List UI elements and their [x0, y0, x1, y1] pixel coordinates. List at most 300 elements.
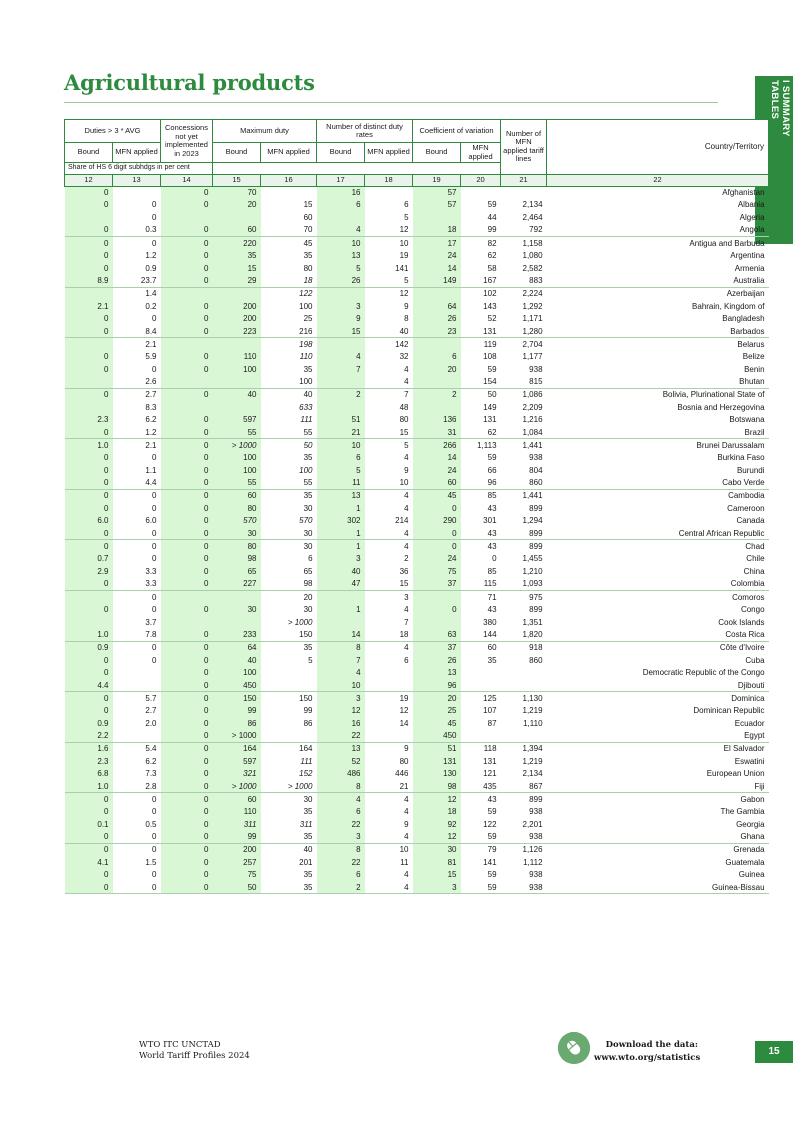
download-url[interactable]: www.wto.org/statistics [594, 1053, 701, 1063]
column-number: 16 [261, 174, 317, 186]
value-cell: 52 [317, 755, 365, 768]
country-cell: European Union [706, 769, 765, 779]
country-cell: Belarus [547, 338, 769, 351]
value-cell: 435 [483, 781, 497, 791]
table-row [65, 742, 769, 755]
country-cell: Algeria [739, 213, 765, 223]
value-cell: 4 [404, 832, 409, 842]
value-cell: 100 [213, 363, 261, 376]
country-cell: Bosnia and Herzegovina [677, 402, 765, 412]
tariff-body [65, 186, 769, 894]
footer-publication [139, 1040, 250, 1062]
value-cell: 1,158 [501, 237, 547, 250]
table-row [65, 616, 769, 629]
value-cell [365, 666, 413, 679]
value-cell: 597 [213, 755, 261, 768]
value-cell: 152 [299, 769, 313, 779]
download-link[interactable] [594, 1039, 701, 1065]
value-cell: 0 [413, 540, 461, 553]
value-cell: 975 [501, 591, 547, 604]
value-cell: 35 [487, 655, 497, 665]
table-row [65, 591, 769, 604]
value-cell: 0 [65, 325, 113, 338]
value-cell: 938 [529, 832, 543, 842]
value-cell: 0 [65, 199, 113, 212]
value-cell: 13 [317, 249, 365, 262]
value-cell: 100 [299, 301, 313, 311]
value-cell: 918 [501, 641, 547, 654]
country-cell: Belize [742, 352, 765, 362]
value-cell: 92 [413, 818, 461, 831]
value-cell: 4 [365, 881, 413, 894]
table-row [65, 527, 769, 540]
value-cell [501, 679, 547, 692]
country-cell: Fiji [754, 781, 765, 791]
value-cell: 141 [483, 857, 497, 867]
value-cell: 141 [395, 263, 409, 273]
value-cell: 22 [317, 818, 365, 831]
value-cell [501, 666, 547, 679]
value-cell: 142 [365, 338, 413, 351]
country-cell: Eswatini [734, 756, 765, 766]
value-cell: 0 [161, 666, 213, 679]
value-cell: 10 [399, 478, 409, 488]
value-cell: 0 [65, 464, 113, 477]
value-cell: 0 [161, 237, 213, 250]
value-cell: 0 [161, 730, 213, 743]
value-cell: 2 [404, 554, 409, 564]
value-cell: 8 [317, 641, 365, 654]
country-cell: Dominican Republic [693, 706, 765, 716]
value-cell: 65 [303, 567, 313, 577]
value-cell: 40 [213, 388, 261, 401]
value-cell: 35 [303, 364, 313, 374]
value-cell: 99 [303, 706, 313, 716]
value-cell: 110 [299, 352, 313, 362]
value-cell [213, 401, 261, 414]
value-cell: 15 [317, 325, 365, 338]
value-cell: 2.1 [65, 300, 113, 313]
table-row [65, 540, 769, 553]
value-cell: 6.0 [65, 515, 113, 528]
table-row [65, 426, 769, 439]
value-cell: 0 [161, 224, 213, 237]
header-bound: Bound [213, 143, 261, 163]
value-cell: 35 [303, 453, 313, 463]
value-cell: 20 [213, 199, 261, 212]
value-cell [461, 186, 501, 199]
value-cell: 102 [461, 287, 501, 300]
value-cell: 486 [317, 767, 365, 780]
value-cell: 0.9 [145, 263, 157, 273]
value-cell: 4 [365, 793, 413, 806]
value-cell: 12 [413, 793, 461, 806]
value-cell: 4 [317, 350, 365, 363]
country-cell: El Salvador [547, 742, 769, 755]
header-spacer [213, 163, 501, 175]
value-cell [413, 376, 461, 389]
country-cell: Burkina Faso [717, 453, 765, 463]
value-cell [365, 679, 413, 692]
value-cell: 18 [413, 224, 461, 237]
country-cell: Azerbaijan [547, 287, 769, 300]
value-cell: 1,294 [522, 516, 543, 526]
value-cell: 2.7 [113, 388, 161, 401]
value-cell: 0 [161, 603, 213, 616]
value-cell: 24 [413, 464, 461, 477]
country-cell: Central African Republic [678, 528, 765, 538]
value-cell: 0 [161, 767, 213, 780]
country-cell: Bhutan [739, 377, 765, 387]
table-row [65, 401, 769, 414]
country-cell: Cook Islands [718, 617, 765, 627]
value-cell [261, 186, 317, 199]
value-cell [365, 186, 413, 199]
country-cell: Chile [746, 554, 765, 564]
value-cell: 0 [161, 363, 213, 376]
footer-publication-title: World Tariff Profiles 2024 [139, 1051, 250, 1061]
value-cell: 6 [317, 451, 365, 464]
value-cell: 4 [404, 807, 409, 817]
value-cell: 223 [213, 325, 261, 338]
value-cell: 62 [487, 251, 497, 261]
value-cell: 24 [413, 249, 461, 262]
value-cell: 0.2 [145, 301, 157, 311]
value-cell: 0 [65, 451, 113, 464]
value-cell [413, 287, 461, 300]
header-mfn-applied: MFN applied [113, 143, 161, 163]
value-cell: 5 [317, 464, 365, 477]
value-cell: 85 [461, 489, 501, 502]
value-cell: 35 [261, 641, 317, 654]
value-cell: 0.9 [65, 641, 113, 654]
value-cell: 0 [161, 856, 213, 869]
value-cell [161, 338, 213, 351]
value-cell: 11 [400, 857, 409, 867]
value-cell: 0 [152, 807, 157, 817]
table-row [65, 363, 769, 376]
value-cell: 0 [65, 843, 113, 856]
download-icon[interactable] [558, 1032, 590, 1064]
value-cell: 59 [487, 832, 497, 842]
value-cell: 65 [213, 565, 261, 578]
value-cell: 0 [152, 832, 157, 842]
value-cell: 10 [365, 237, 413, 250]
table-row [65, 818, 769, 831]
country-cell: Colombia [730, 579, 765, 589]
value-cell: 8.9 [65, 274, 113, 287]
value-cell: 899 [529, 503, 543, 513]
value-cell: 2 [317, 881, 365, 894]
country-cell: Angola [739, 225, 765, 235]
value-cell: 0 [161, 755, 213, 768]
value-cell: 62 [487, 427, 497, 437]
table-row [65, 414, 769, 427]
table-row [65, 628, 769, 641]
value-cell: 12 [317, 704, 365, 717]
value-cell: 50 [213, 881, 261, 894]
country-cell: Botswana [729, 415, 765, 425]
table-row [65, 767, 769, 780]
value-cell: 43 [487, 503, 497, 513]
value-cell: 60 [213, 224, 261, 237]
value-cell: 9 [404, 819, 409, 829]
value-cell: > 1000 [213, 439, 261, 452]
table-row [65, 249, 769, 262]
value-cell: 0 [161, 704, 213, 717]
value-cell: 0 [413, 527, 461, 540]
value-cell: 0 [65, 186, 113, 199]
value-cell: 0 [152, 604, 157, 614]
header-duties: Duties > 3 * AVG [65, 120, 161, 143]
table-row [65, 780, 769, 793]
value-cell: 31 [413, 426, 461, 439]
value-cell: 4 [317, 793, 365, 806]
value-cell: 80 [303, 263, 313, 273]
table-row [65, 603, 769, 616]
value-cell: 80 [399, 415, 409, 425]
column-number: 12 [65, 174, 113, 186]
value-cell: 1.1 [145, 465, 157, 475]
value-cell [261, 730, 317, 743]
value-cell: 40 [213, 654, 261, 667]
value-cell [213, 287, 261, 300]
value-cell [365, 730, 413, 743]
value-cell [65, 211, 113, 224]
value-cell: 4 [317, 666, 365, 679]
value-cell: 131 [483, 415, 497, 425]
value-cell: 14 [399, 718, 409, 728]
value-cell: 0 [161, 843, 213, 856]
country-cell: Chad [547, 540, 769, 553]
value-cell: 0 [161, 274, 213, 287]
value-cell [413, 338, 461, 351]
value-cell: 23.7 [140, 276, 157, 286]
value-cell: 47 [317, 578, 365, 591]
value-cell: 0 [65, 603, 113, 616]
table-row [65, 439, 769, 452]
value-cell: 4 [404, 453, 409, 463]
column-number: 22 [547, 174, 769, 186]
value-cell: 86 [303, 718, 313, 728]
country-cell: Côte d'Ivoire [547, 641, 769, 654]
value-cell: 130 [413, 767, 461, 780]
value-cell: 37 [413, 578, 461, 591]
value-cell: 110 [213, 805, 261, 818]
value-cell: 0.1 [65, 818, 113, 831]
value-cell: 30 [303, 604, 313, 614]
value-cell: 1,820 [522, 629, 543, 639]
value-cell: 4.4 [65, 679, 113, 692]
value-cell [161, 211, 213, 224]
value-cell: 200 [213, 312, 261, 325]
value-cell: 100 [213, 666, 261, 679]
value-cell: 5 [308, 655, 313, 665]
value-cell: 1,351 [522, 617, 543, 627]
value-cell: 71 [461, 591, 501, 604]
value-cell: 4 [365, 489, 413, 502]
value-cell: 43 [487, 528, 497, 538]
value-cell: 0 [152, 554, 157, 564]
country-cell: Bolivia, Plurinational State of [547, 388, 769, 401]
country-cell: Cameroon [727, 503, 765, 513]
value-cell: 0 [113, 881, 161, 894]
value-cell: 10 [365, 843, 413, 856]
page-number: 15 [755, 1041, 793, 1063]
value-cell: 98 [303, 579, 313, 589]
value-cell: 58 [487, 263, 497, 273]
value-cell: 0 [65, 363, 113, 376]
value-cell: 1.5 [145, 857, 157, 867]
value-cell: 792 [529, 225, 543, 235]
value-cell: 1,086 [501, 388, 547, 401]
value-cell: 107 [483, 706, 497, 716]
value-cell [501, 186, 547, 199]
value-cell: 227 [213, 578, 261, 591]
value-cell: 8 [404, 314, 409, 324]
value-cell: 3 [317, 692, 365, 705]
value-cell: 5.4 [113, 742, 161, 755]
value-cell: 2,704 [501, 338, 547, 351]
value-cell: 1,080 [522, 251, 543, 261]
value-cell: 7 [317, 654, 365, 667]
value-cell: 0 [65, 869, 113, 882]
value-cell: 20 [413, 363, 461, 376]
value-cell [317, 211, 365, 224]
value-cell: 60 [413, 477, 461, 490]
value-cell: 22 [317, 730, 365, 743]
value-cell [161, 401, 213, 414]
table-row [65, 881, 769, 894]
value-cell: 0 [65, 249, 113, 262]
value-cell: 40 [261, 388, 317, 401]
country-cell: Democratic Republic of the Congo [642, 668, 765, 678]
value-cell [213, 376, 261, 389]
country-cell: Bahrain, Kingdom of [692, 301, 765, 311]
value-cell: 0 [161, 527, 213, 540]
value-cell: 36 [399, 567, 409, 577]
value-cell: 0 [161, 477, 213, 490]
value-cell: 18 [399, 629, 409, 639]
value-cell: 80 [213, 502, 261, 515]
value-cell: 0 [65, 262, 113, 275]
table-row [65, 831, 769, 844]
column-number: 19 [413, 174, 461, 186]
value-cell [161, 376, 213, 389]
value-cell: 51 [317, 414, 365, 427]
value-cell: 60 [213, 793, 261, 806]
value-cell: 1,441 [501, 439, 547, 452]
value-cell: 16 [317, 717, 365, 730]
value-cell: 0 [152, 655, 157, 665]
value-cell: 4 [365, 540, 413, 553]
value-cell: 0 [152, 314, 157, 324]
value-cell: 70 [213, 186, 261, 199]
value-cell: 45 [413, 489, 461, 502]
value-cell: 23 [413, 325, 461, 338]
header-mfn-applied: MFN applied [365, 143, 413, 163]
country-cell: Benin [744, 364, 765, 374]
value-cell: 22 [317, 856, 365, 869]
table-row [65, 856, 769, 869]
value-cell: 0 [161, 780, 213, 793]
value-cell: 59 [487, 870, 497, 880]
header-mfn-applied: MFN applied [261, 143, 317, 163]
value-cell: 30 [213, 527, 261, 540]
value-cell: 131 [483, 326, 497, 336]
value-cell: 1,210 [522, 567, 543, 577]
value-cell: 2.2 [65, 730, 113, 743]
country-cell: Grenada [547, 843, 769, 856]
value-cell: 43 [461, 793, 501, 806]
value-cell: 149 [483, 402, 497, 412]
value-cell: 81 [413, 856, 461, 869]
value-cell: 6 [317, 805, 365, 818]
value-cell: 1.0 [65, 439, 113, 452]
value-cell: 118 [461, 742, 501, 755]
value-cell [317, 401, 365, 414]
column-number-row [65, 174, 769, 186]
value-cell: 98 [213, 553, 261, 566]
value-cell: 111 [300, 415, 313, 425]
value-cell: 150 [299, 629, 313, 639]
value-cell: 99 [213, 831, 261, 844]
value-cell: 110 [213, 350, 261, 363]
value-cell: 122 [261, 287, 317, 300]
table-row [65, 338, 769, 351]
value-cell: 115 [483, 579, 497, 589]
value-cell: 216 [299, 326, 313, 336]
value-cell: 0 [161, 679, 213, 692]
value-cell: 2 [413, 388, 461, 401]
value-cell: 55 [303, 478, 313, 488]
value-cell: 0 [161, 300, 213, 313]
value-cell: 35 [303, 870, 313, 880]
value-cell: 0 [65, 426, 113, 439]
value-cell: 12 [413, 831, 461, 844]
value-cell: 1,216 [522, 415, 543, 425]
value-cell: 2,582 [522, 263, 543, 273]
value-cell: 860 [529, 655, 543, 665]
country-cell: Antigua and Barbuda [547, 237, 769, 250]
value-cell: 2.8 [145, 781, 157, 791]
country-cell: Guatemala [725, 857, 765, 867]
value-cell: 5 [404, 276, 409, 286]
value-cell: 0 [65, 312, 113, 325]
value-cell: 5 [365, 439, 413, 452]
value-cell: 0 [161, 186, 213, 199]
value-cell [413, 211, 461, 224]
value-cell: 1,110 [523, 718, 543, 728]
value-cell: 13 [317, 489, 365, 502]
value-cell: 6 [404, 200, 409, 210]
value-cell: 0 [152, 213, 157, 223]
table-row [65, 692, 769, 705]
value-cell: 2,209 [522, 402, 543, 412]
value-cell: 0 [65, 527, 113, 540]
value-cell: 3.3 [145, 579, 157, 589]
value-cell [65, 376, 113, 389]
table-row [65, 237, 769, 250]
value-cell [461, 730, 501, 743]
country-cell: Burundi [736, 465, 765, 475]
value-cell: 0 [152, 503, 157, 513]
value-cell: 45 [413, 717, 461, 730]
value-cell: 0 [413, 502, 461, 515]
value-cell: 321 [213, 767, 261, 780]
value-cell: 24 [413, 553, 461, 566]
value-cell: 8.4 [145, 326, 157, 336]
